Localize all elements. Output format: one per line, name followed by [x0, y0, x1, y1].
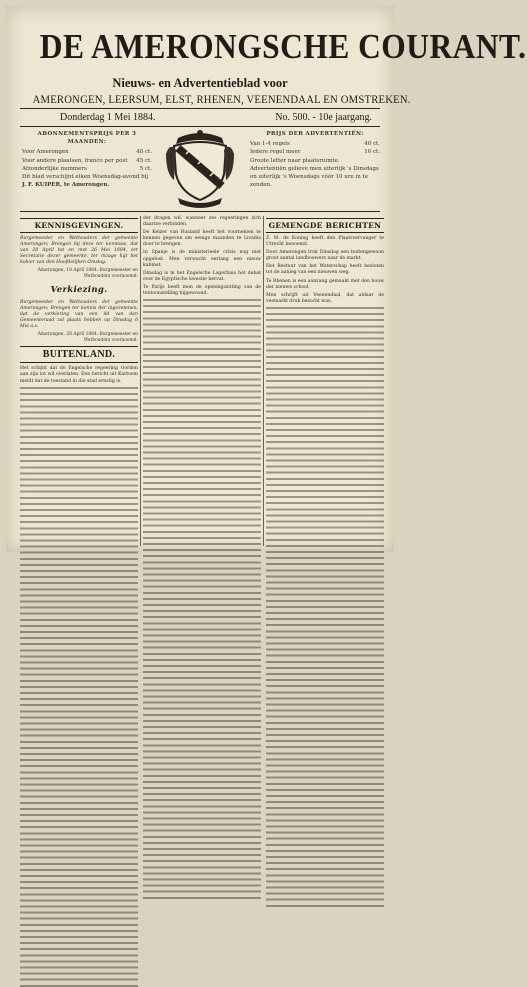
- article-text: De Keizer van Rusland heeft het voornemen te kennen gegeven om eenige maanden te Livadia door te brengen.: [143, 230, 261, 248]
- article-text: Het schijnt dat de Engelsche regeering Gordon aan zijn lot wil overlaten. Een bericht uit Kartoem meldt dat de toestand in die stad ernstig is.: [20, 366, 138, 384]
- article-text: Te Parijs heeft men de openingszitting van de tentoonstelling bijgewoond.: [143, 284, 261, 297]
- subscription-row: Afzonderlijke nummers 5 ct.: [22, 165, 152, 172]
- coat-of-arms-icon: [164, 124, 236, 208]
- column-1: [20, 216, 138, 552]
- column-3: [266, 216, 384, 552]
- header-bottom-rule: [20, 211, 380, 212]
- article-text: Burgemeester en Wethouders der gemeente Amerongen; Brengen ter kennis der ingezetenen, dat de verkiezing van een lid van den Gemeenteraad zal plaats hebben op Dinsdag 6 Mei a.s.: [20, 299, 138, 330]
- subscription-box: [22, 130, 152, 206]
- ads-box: [250, 130, 380, 206]
- ads-note: Advertentiën gelieve men uiterlijk 's Dinsdags en uiterlijk 's Woensdags vóór 10 ure in te zenden.: [250, 165, 379, 189]
- article-text: der dragen wil, wanneer zes regeeringen zich daartoe verbinden.: [143, 216, 261, 228]
- column-2: [143, 216, 261, 552]
- ads-row: Van 1-4 regels 40 ct.: [250, 141, 380, 148]
- article-text: Z. M. de Koning heeft den Plaatsvervanger te Utrecht benoemd.: [266, 236, 384, 248]
- section-gemengde-berichten-title: GEMENGDE BERICHTEN: [266, 218, 384, 233]
- article-text: Dinsdag is in het Engelsche Lagerhuis het debat over de Egyptische kwestie hervat.: [143, 270, 261, 282]
- article-signature: Amerongen, 28 April 1884. Burgemeester en Wethouders voornoemd.: [37, 332, 138, 343]
- section-buitenland-title: BUITENLAND.: [20, 346, 138, 363]
- article-text-block: [266, 307, 384, 907]
- issue-date: Donderdag 1 Mei 1884.: [60, 112, 156, 123]
- article-text: Burgemeester en Wethouders der gemeente Amerongen; Brengen bij deze ter kennisse, dat van 28 April tot en met 26 Mei 1884, ter Secretarie dezer gemeente, ter inzage ligt het kohier van den Hoofdelijken Omslag.: [20, 236, 138, 266]
- newspaper-masthead: DE AMERONGSCHE COURANT.: [39, 27, 527, 66]
- masthead-rule-top: [20, 108, 380, 109]
- subscription-note: Dit blad verschijnt elken Woensdag-avond bij: [22, 174, 149, 181]
- article-text: Door Amerongen trok Dinsdag een buitengewoon groot aantal landbouwers naar de markt.: [266, 250, 384, 262]
- newspaper-places: AMERONGEN, LEERSUM, ELST, RHENEN, VEENENDAAL EN OMSTREKEN.: [32, 94, 411, 106]
- article-text-block: [143, 299, 261, 899]
- subscription-head: ABONNEMENTSPRIJS PER 3 MAANDEN:: [37, 131, 137, 146]
- article-text-block: [20, 387, 138, 987]
- section-kennisgevingen-title: KENNISGEVINGEN.: [20, 218, 138, 233]
- article-signature: Amerongen, 18 April 1884. Burgemeester en Wethouders voornoemd.: [37, 268, 138, 280]
- ads-row: Groote letter naar plaatsruimte.: [250, 157, 340, 164]
- article-text: Te Rhenen is een aanvang gemaakt met den bouw der nieuwe school.: [266, 278, 384, 290]
- article-text: In Spanje is de ministerieele crisis nog niet opgelost. Men verwacht eerlang een nieuw kabinet.: [143, 250, 261, 268]
- newspaper-page: [6, 6, 527, 552]
- article-text: Men schrijft uit Veenendaal, dat aldaar de veemarkt druk bezocht was.: [266, 292, 384, 304]
- ads-head: PRIJS DER ADVERTENTIËN:: [266, 131, 364, 137]
- column-divider: [140, 216, 141, 546]
- issue-number: No. 500. - 10e jaargang.: [275, 112, 372, 123]
- publisher-name: J. F. KUIPER, te Amerongen.: [22, 182, 110, 189]
- ads-row: Iedere regel meer 10 ct.: [250, 149, 380, 156]
- article-text: Het Bestuur van het Waterschap heeft besloten tot de aanleg van een nieuwen weg.: [266, 264, 384, 276]
- column-divider: [263, 216, 264, 546]
- subscription-row: Voor andere plaatsen, franco per post 45 ct.: [22, 157, 152, 164]
- newspaper-subtitle: Nieuws- en Advertentieblad voor: [112, 76, 288, 90]
- subscription-row: Voor Amerongen 40 ct.: [22, 149, 152, 156]
- section-verkiezing-title: Verkiezing.: [50, 284, 108, 295]
